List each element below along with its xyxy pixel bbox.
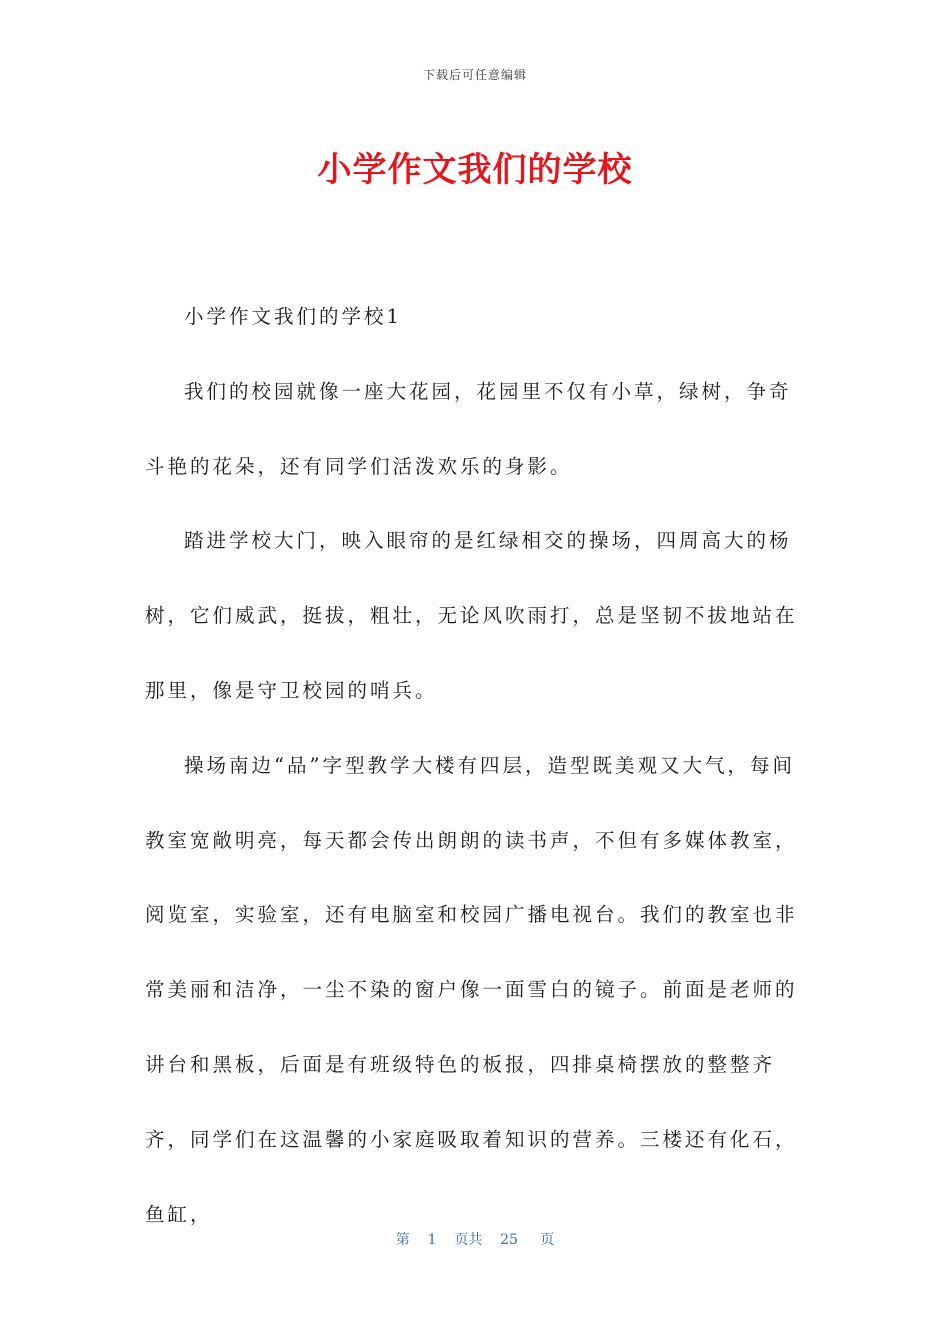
page-footer (0, 1229, 950, 1249)
footer-current-page: 1 (427, 1232, 437, 1248)
footer-page-suffix: 页 (540, 1232, 555, 1248)
paragraph-heading: 小学作文我们的学校1 (184, 305, 402, 328)
document-body (145, 280, 805, 1252)
paragraph: 我们的校园就像一座大花园，花园里不仅有小草，绿树，争奇斗艳的花朵，还有同学们活泼欢乐的身影。 (145, 379, 792, 478)
paragraph: 踏进学校大门，映入眼帘的是红绿相交的操场，四周高大的杨树，它们威武，挺拔，粗壮，无论风吹雨打，总是坚韧不拔地站在那里，像是守卫校园的哨兵。 (145, 529, 798, 702)
header-note: 下载后可任意编辑 (422, 68, 527, 82)
page-title: 小学作文我们的学校 (317, 150, 633, 190)
footer-page-prefix: 第 (395, 1232, 410, 1248)
footer-total-pages: 25 (500, 1232, 518, 1248)
paragraph: 操场南边“品”字型教学大楼有四层，造型既美观又大气，每间教室宽敞明亮，每天都会传出朗朗的读书声，不但有多媒体教室，阅览室，实验室，还有电脑室和校园广播电视台。我们的教室也非常美丽和洁净，一尘不染的窗户像一面雪白的镜子。前面是老师的讲台和黑板，后面是有班级特色的板报，四排桌椅摆放的整整齐齐，同学们在这温馨的小家庭吸取着知识的营养。三楼还有化石，鱼缸， (145, 753, 798, 1226)
footer-page-mid: 页共 (454, 1232, 483, 1248)
